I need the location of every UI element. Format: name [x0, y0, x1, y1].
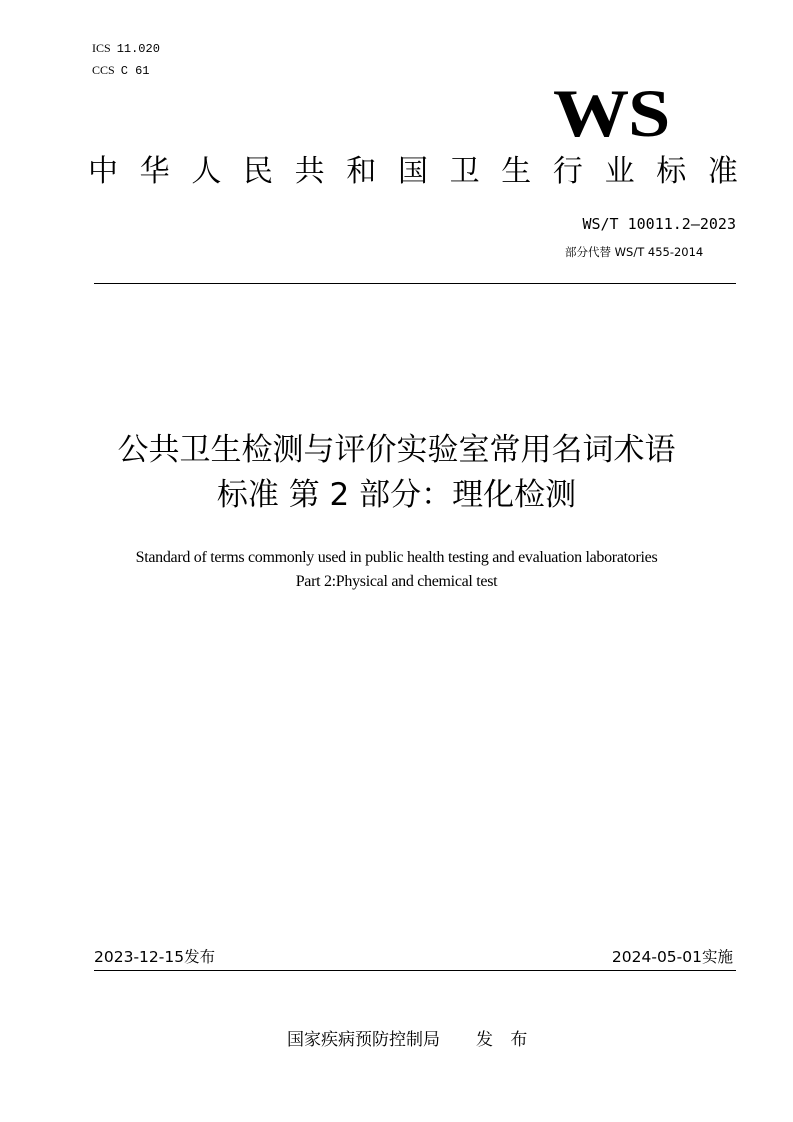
- org-title-char: 生: [501, 154, 532, 189]
- org-title-char: 和: [346, 154, 377, 189]
- org-title-char: 民: [242, 154, 273, 189]
- implement-date: 2024-05-01实施: [611, 948, 733, 966]
- org-title-char: 华: [139, 154, 170, 189]
- issuer-name: 国家疾病预防控制局: [287, 1030, 440, 1050]
- standard-number: WS/T 10011.2—2023: [582, 215, 736, 233]
- ccs-label: CCS: [92, 63, 115, 77]
- classification-codes: [92, 38, 160, 82]
- ics-line: [92, 38, 160, 60]
- english-title: [60, 546, 733, 594]
- ics-label: ICS: [92, 41, 111, 55]
- chinese-title-line1: 公共卫生检测与评价实验室常用名词术语: [117, 432, 676, 468]
- ccs-line: [92, 60, 160, 82]
- header-divider: [94, 283, 736, 284]
- ws-logo: WS: [553, 75, 670, 151]
- org-title-char: 业: [604, 154, 635, 189]
- replaces-note: 部分代替 WS/T 455-2014: [565, 245, 704, 259]
- org-title-char: 中: [88, 154, 118, 189]
- org-title-char: 国: [397, 154, 428, 189]
- chinese-title-line2: 标准 第 2 部分：理化检测: [216, 477, 577, 513]
- org-title-char: 行: [552, 154, 583, 189]
- english-title-line1: Standard of terms commonly used in public health testing and evaluation laboratories: [135, 549, 658, 566]
- issuer: [287, 1025, 533, 1050]
- ics-code: 11.020: [116, 42, 160, 56]
- english-title-line2: Part 2:Physical and chemical test: [295, 573, 498, 590]
- org-title: [88, 150, 738, 194]
- publish-date: 2023-12-15发布: [94, 948, 216, 966]
- org-title-char: 准: [707, 154, 738, 189]
- org-title-char: 标: [656, 154, 687, 189]
- footer-divider: [94, 970, 736, 971]
- org-title-char: 共: [294, 154, 325, 189]
- ccs-code: C 61: [120, 64, 150, 78]
- org-title-char: 人: [191, 154, 222, 189]
- issuer-action: 发 布: [476, 1030, 534, 1050]
- chinese-title: [60, 428, 733, 518]
- org-title-char: 卫: [449, 154, 480, 189]
